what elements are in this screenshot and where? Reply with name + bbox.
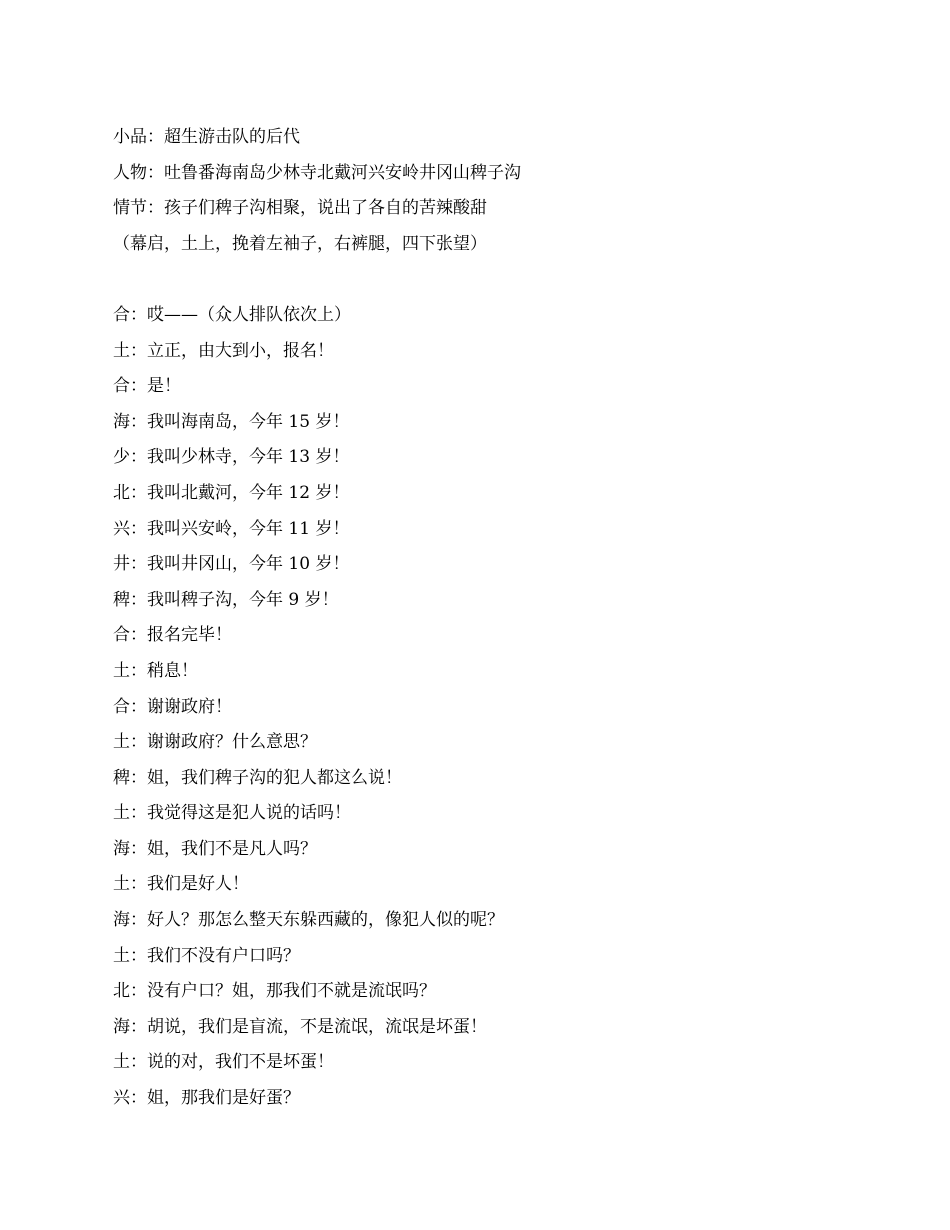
script-title: 小品：超生游击队的后代	[113, 127, 300, 147]
dialogue-line: 兴：姐，那我们是好蛋？	[113, 1088, 300, 1109]
stage-direction: （幕启，土上，挽着左袖子，右裤腿，四下张望）	[113, 233, 487, 254]
dialogue-line: 土：立正，由大到小，报名！	[113, 340, 334, 361]
dialogue-line: 兴：我叫兴安岭，今年 11 岁！	[113, 518, 350, 539]
dialogue-line: 稗：姐，我们稗子沟的犯人都这么说！	[113, 767, 402, 788]
script-text	[113, 120, 873, 1117]
plot-line: 情节：孩子们稗子沟相聚，说出了各自的苦辣酸甜	[113, 198, 487, 219]
blank-line	[113, 262, 873, 298]
dialogue-line: 北：我叫北戴河，今年 12 岁！	[113, 482, 350, 503]
dialogue-line: 海：我叫海南岛，今年 15 岁！	[113, 411, 350, 432]
dialogue-line: 土：我们不没有户口吗？	[113, 945, 300, 966]
dialogue-line: 合：是！	[113, 376, 181, 397]
dialogue-line: 合：哎——（众人排队依次上）	[113, 304, 351, 325]
dialogue-line: 北：没有户口？姐，那我们不就是流氓吗？	[113, 981, 436, 1002]
characters-line: 人物：吐鲁番海南岛少林寺北戴河兴安岭井冈山稗子沟	[113, 162, 521, 183]
dialogue-line: 井：我叫井冈山，今年 10 岁！	[113, 554, 350, 575]
dialogue-line: 合：报名完毕！	[113, 625, 232, 646]
dialogue-line: 少：我叫少林寺，今年 13 岁！	[113, 447, 350, 468]
dialogue-line: 海：姐，我们不是凡人吗？	[113, 838, 317, 859]
dialogue-line: 土：我觉得这是犯人说的话吗！	[113, 803, 351, 824]
dialogue-line: 合：谢谢政府！	[113, 696, 232, 717]
dialogue-line: 稗：我叫稗子沟，今年 9 岁！	[113, 589, 339, 610]
dialogue-line: 土：谢谢政府？什么意思？	[113, 732, 317, 753]
dialogue-line: 海：好人？那怎么整天东躲西藏的，像犯人似的呢？	[113, 910, 504, 931]
dialogue-line: 土：稍息！	[113, 660, 198, 681]
dialogue-line: 土：我们是好人！	[113, 874, 249, 895]
dialogue-line: 土：说的对，我们不是坏蛋！	[113, 1052, 334, 1073]
dialogue-line: 海：胡说，我们是盲流，不是流氓，流氓是坏蛋！	[113, 1016, 487, 1037]
